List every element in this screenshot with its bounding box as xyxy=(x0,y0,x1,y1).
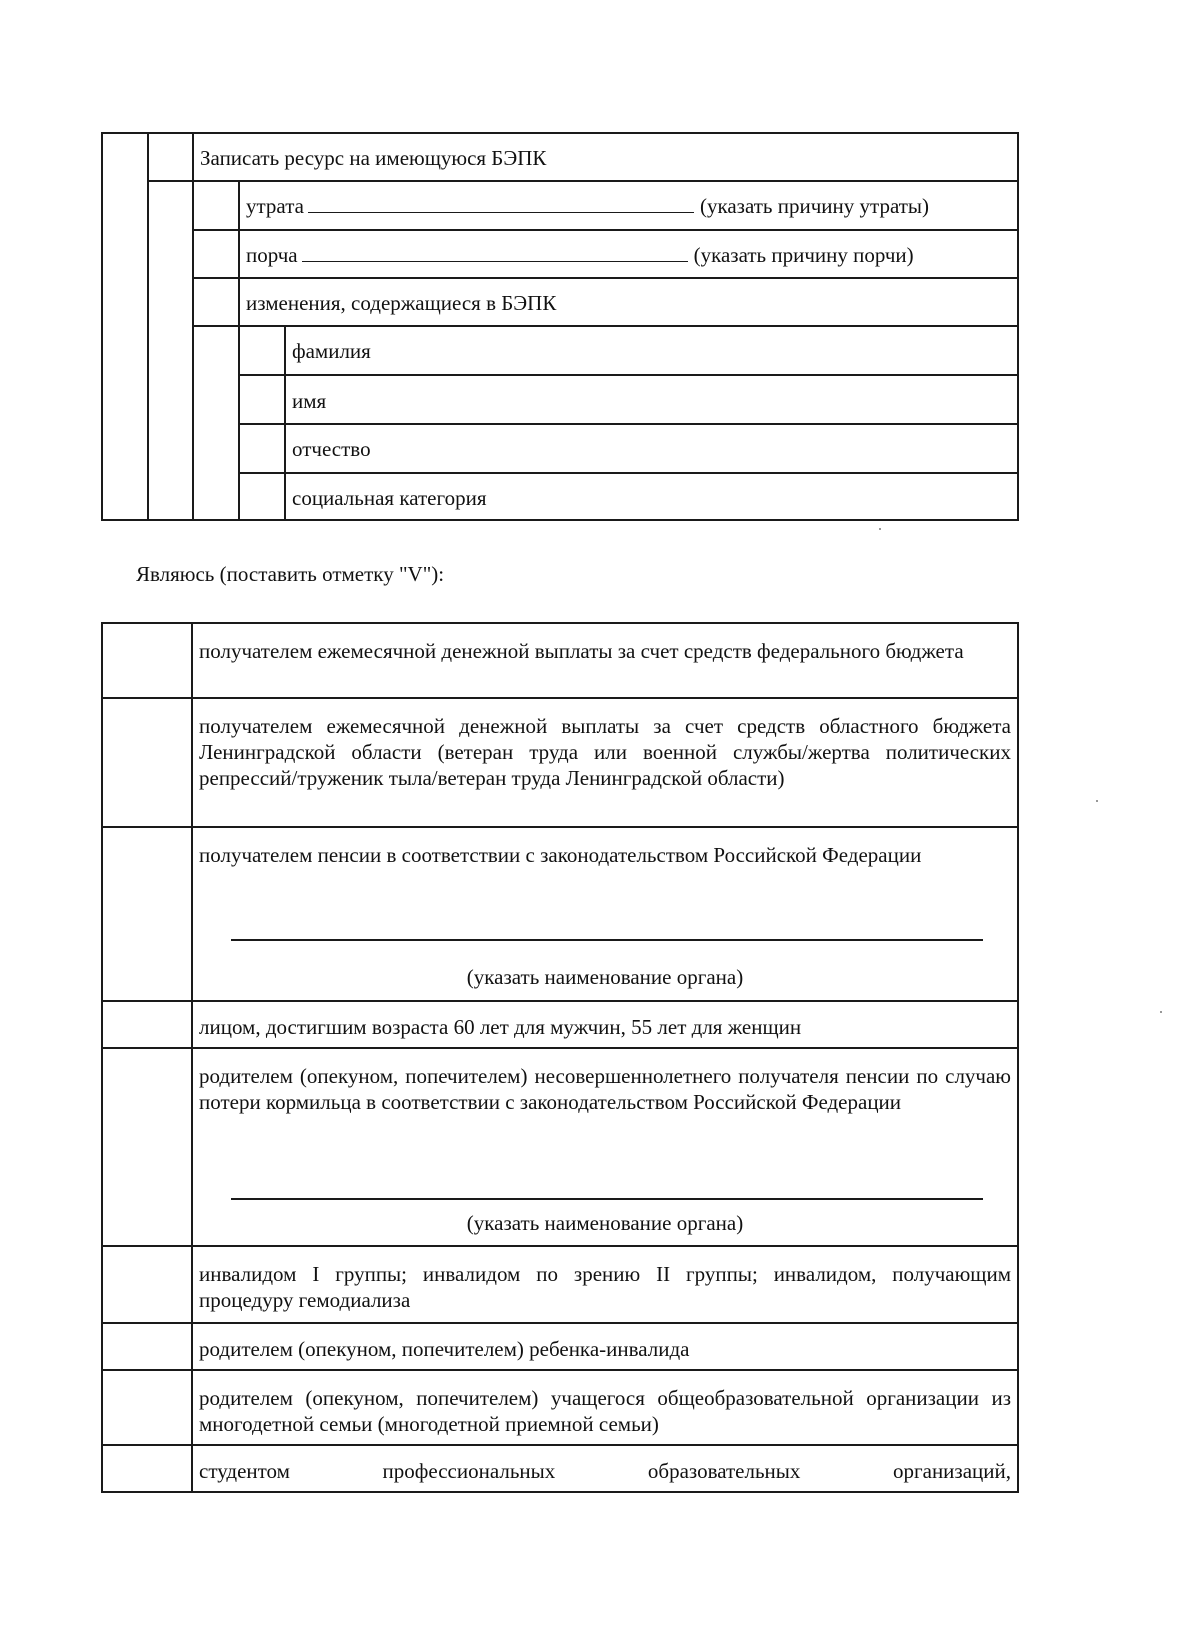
scan-speck xyxy=(879,528,881,530)
checkbox-social-category[interactable] xyxy=(240,474,284,519)
field-social-category: социальная категория xyxy=(292,486,487,510)
damage-hint: (указать причину порчи) xyxy=(693,243,914,267)
field-surname: фамилия xyxy=(292,339,371,363)
category-row xyxy=(103,1049,1017,1247)
category-checkbox[interactable] xyxy=(103,1002,193,1047)
field-patronymic: отчество xyxy=(292,437,371,461)
category-row xyxy=(103,1002,1017,1049)
loss-row xyxy=(246,194,929,218)
category-text: получателем ежемесячной денежной выплаты за счет средств областного бюджета Ленинградской области (ветеран труда или военной службы/жертва политических репрессий/труженик тыла/ветеран труда Ленинградской области) xyxy=(199,714,1011,790)
table-grid-line xyxy=(192,277,1017,279)
loss-hint: (указать причину утраты) xyxy=(699,194,929,218)
damage-label: порча xyxy=(246,243,298,267)
category-checkbox[interactable] xyxy=(103,1371,193,1444)
category-row xyxy=(103,1371,1017,1446)
checkbox-name[interactable] xyxy=(240,376,284,423)
checkbox-changes[interactable] xyxy=(194,279,238,325)
record-resource-heading: Записать ресурс на имеющуюся БЭПК xyxy=(200,146,547,170)
table-grid-line xyxy=(238,472,1017,474)
checkbox-surname[interactable] xyxy=(240,327,284,374)
checkbox-patronymic[interactable] xyxy=(240,425,284,472)
category-text: студентом профессиональных образовательных организаций, xyxy=(199,1459,1011,1483)
damage-row xyxy=(246,243,914,267)
category-text: родителем (опекуном, попечителем) несовершеннолетнего получателя пенсии по случаю потери кормильца в соответствии с законодательством Российской Федерации xyxy=(199,1064,1011,1114)
loss-reason-field[interactable] xyxy=(308,194,694,213)
scan-speck xyxy=(1096,800,1098,802)
section-heading: Являюсь (поставить отметку "V"): xyxy=(136,562,445,586)
scan-speck xyxy=(1160,1011,1162,1013)
category-checkbox[interactable] xyxy=(103,624,193,697)
category-row xyxy=(103,624,1017,699)
field-name: имя xyxy=(292,389,327,413)
category-row xyxy=(103,1446,1017,1493)
authority-caption: (указать наименование органа) xyxy=(466,965,744,989)
table-grid-line xyxy=(147,180,1017,182)
category-row xyxy=(103,699,1017,828)
category-checkbox[interactable] xyxy=(103,1446,193,1491)
category-checkbox[interactable] xyxy=(103,699,193,826)
table-grid-line xyxy=(238,374,1017,376)
checkbox-record-resource[interactable] xyxy=(149,134,192,180)
authority-name-line[interactable] xyxy=(231,939,983,941)
authority-name-line[interactable] xyxy=(231,1198,983,1200)
category-row xyxy=(103,1247,1017,1324)
category-row xyxy=(103,828,1017,1002)
category-text: родителем (опекуном, попечителем) учащегося общеобразовательной организации из многодетной семьи (многодетной приемной семьи) xyxy=(199,1386,1011,1436)
category-checkbox[interactable] xyxy=(103,828,193,1000)
table-grid-line xyxy=(192,325,1017,327)
category-text: родителем (опекуном, попечителем) ребенка-инвалида xyxy=(199,1337,690,1361)
category-row xyxy=(103,1324,1017,1371)
table-grid-line xyxy=(147,134,149,519)
table-grid-line xyxy=(192,229,1017,231)
category-text: получателем пенсии в соответствии с законодательством Российской Федерации xyxy=(199,843,922,867)
damage-reason-field[interactable] xyxy=(302,243,688,262)
changes-label: изменения, содержащиеся в БЭПК xyxy=(246,291,557,315)
checkbox-loss[interactable] xyxy=(194,182,238,229)
category-text: получателем ежемесячной денежной выплаты за счет средств федерального бюджета xyxy=(199,639,964,663)
checkbox-damage[interactable] xyxy=(194,231,238,277)
resource-record-table xyxy=(101,132,1019,521)
category-checkbox[interactable] xyxy=(103,1049,193,1245)
category-text: лицом, достигшим возраста 60 лет для мужчин, 55 лет для женщин xyxy=(199,1015,802,1039)
category-text: инвалидом I группы; инвалидом по зрению II группы; инвалидом, получающим процедуру гемодиализа xyxy=(199,1262,1011,1312)
category-checkbox[interactable] xyxy=(103,1247,193,1322)
categories-table xyxy=(101,622,1019,1493)
category-checkbox[interactable] xyxy=(103,1324,193,1369)
loss-label: утрата xyxy=(246,194,304,218)
authority-caption: (указать наименование органа) xyxy=(466,1211,744,1235)
table-grid-line xyxy=(238,423,1017,425)
